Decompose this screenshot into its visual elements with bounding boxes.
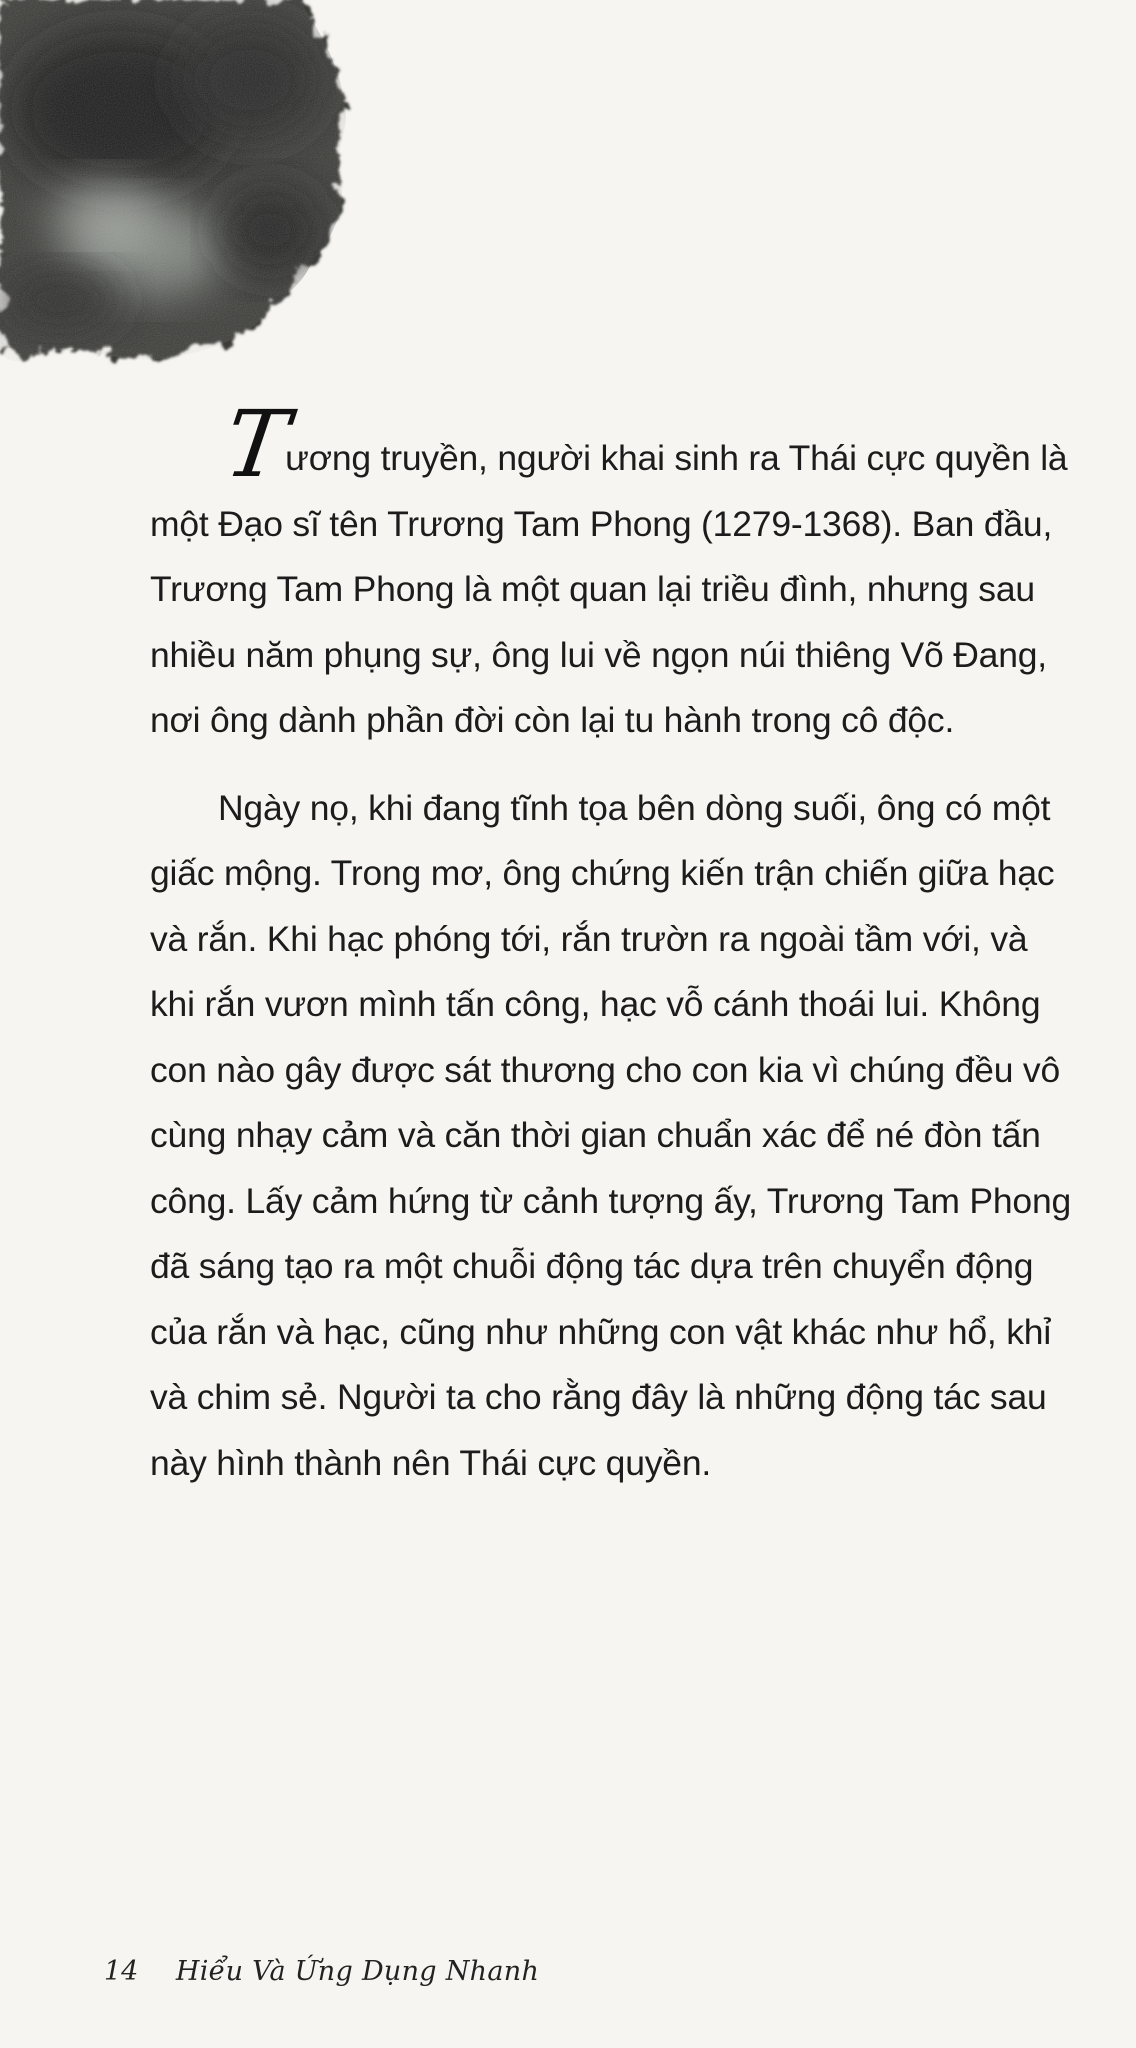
paragraph-2-line-9: của rắn và hạc, cũng như những con vật khác như hổ, khỉ (150, 1311, 1052, 1352)
paragraph-2-line-8: đã sáng tạo ra một chuỗi động tác dựa trên chuyển động (150, 1246, 1034, 1286)
paragraph-2-line-2: giấc mộng. Trong mơ, ông chứng kiến trận chiến giữa hạc (150, 853, 1055, 893)
page-footer (104, 1956, 539, 1987)
paragraph-1-line-5: nơi ông dành phần đời còn lại tu hành trong cô độc. (150, 700, 955, 740)
paragraph-2-line-6: cùng nhạy cảm và căn thời gian chuẩn xác để né đòn tấn (150, 1115, 1041, 1155)
paragraph-2 (150, 776, 1080, 1497)
paragraph-1-line-4: nhiều năm phụng sự, ông lui về ngọn núi thiêng Võ Đang, (150, 634, 1047, 675)
paragraph-2-line-11: này hình thành nên Thái cực quyền. (150, 1442, 712, 1483)
body-text (150, 391, 1080, 1496)
paragraph-1 (150, 391, 1080, 754)
paragraph-2-line-1: Ngày nọ, khi đang tĩnh tọa bên dòng suối, ông có một (218, 787, 1051, 828)
paragraph-2-line-5: con nào gây được sát thương cho con kia vì chúng đều vô (150, 1049, 1061, 1090)
paragraph-2-line-7: công. Lấy cảm hứng từ cảnh tượng ấy, Trương Tam Phong (150, 1180, 1072, 1221)
paragraph-2-line-4: khi rắn vươn mình tấn công, hạc vỗ cánh thoái lui. Không (150, 984, 1041, 1024)
page-number: 14 (104, 1956, 139, 1987)
running-title: Hiểu Và Ứng Dụng Nhanh (175, 1956, 540, 1987)
drop-cap-letter: T (218, 391, 295, 498)
paragraph-2-line-3: và rắn. Khi hạc phóng tới, rắn trườn ra ngoài tầm với, và (150, 918, 1028, 959)
paragraph-1-line-1-text: ương truyền, người khai sinh ra Thái cực quyền là (285, 438, 1068, 478)
ink-wash-blot-decoration (0, 0, 380, 390)
paragraph-2-line-10: và chim sẻ. Người ta cho rằng đây là những động tác sau (150, 1377, 1047, 1417)
paragraph-1-line-1 (150, 391, 1080, 498)
paragraph-1-line-3: Trương Tam Phong là một quan lại triều đình, nhưng sau (150, 569, 1035, 609)
paragraph-1-line-2: một Đạo sĩ tên Trương Tam Phong (1279-1368). Ban đầu, (150, 503, 1053, 544)
